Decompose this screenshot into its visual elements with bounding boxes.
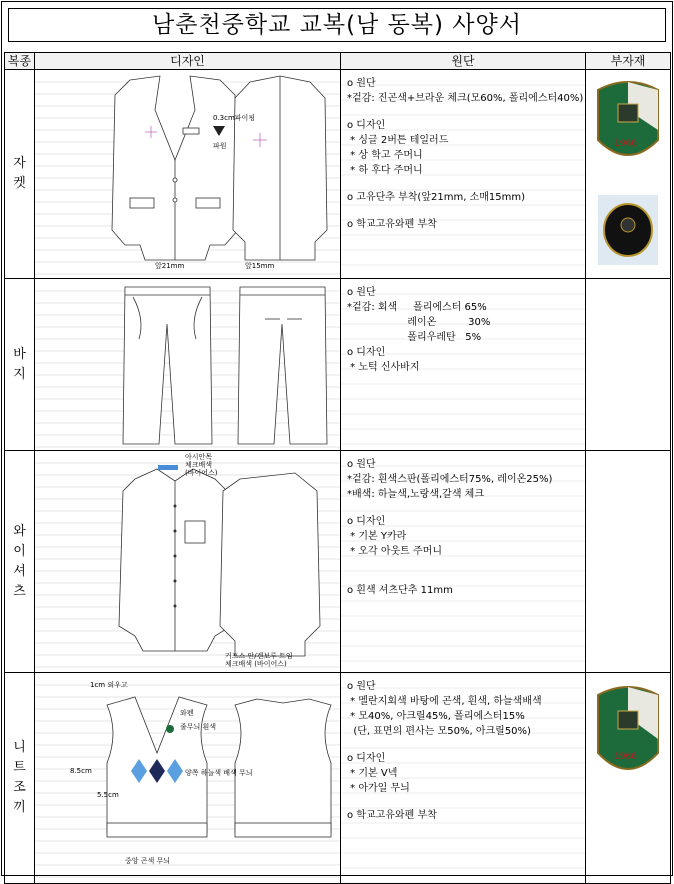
page-title: 남춘천중학교 교복(남 동복) 사양서 [8,8,666,42]
school-button-icon [598,195,658,265]
spec-sheet [1,1,673,876]
shirt-label-cuff: 커프스 안/겐보루 트임 [225,652,293,660]
fabric-line: * 기본 Y카라 [347,531,407,542]
row-vest [5,673,671,884]
fabric-line: * 싱글 2버튼 테일러드 [347,135,449,146]
fabric-line: *겉감: 진곤색+브라운 체크(모60%, 폴리에스터40%) [347,93,584,104]
fabric-line: o 흰색 셔츠단추 11mm [347,585,453,596]
fabric-line: *배색: 하늘색,노랑색,갈색 체크 [347,489,485,500]
shirt-label-cuff-check: 체크배색 (바이어스) [225,660,287,668]
fabric-line: * 오각 아웃트 주머니 [347,546,442,557]
header-design: 디자인 [35,53,341,70]
fabric-line: * 모40%, 아크릴45%, 폴리에스터15% [347,711,525,722]
fabric-line: o 학교고유와펜 부착 [347,219,437,230]
fabric-line: o 원단 [347,681,376,692]
vest-label-band: 1cm 외우고 [90,681,128,689]
category-label: 와 이 셔 츠 [13,523,26,599]
fabric-line: * 하 후다 주머니 [347,165,423,176]
spec-table [4,52,671,884]
vest-label-width: 5.5cm [97,791,119,799]
fabric-line: * 멜란지회색 바탕에 곤색, 흰색, 하늘색배색 [347,696,542,707]
accessory-shirt [586,451,671,673]
fabric-line: *겉감: 회색 폴리에스터 65% [347,302,487,313]
fabric-line: *겉감: 흰색스판(폴리에스터75%, 레이온25%) [347,474,553,485]
header-category: 복종 [5,53,35,70]
fabric-line: o 원단 [347,78,376,89]
shirt-label-collar: 아시안목 [185,453,213,461]
design-shirt [35,451,341,673]
fabric-line [347,571,581,583]
fabric-shirt [341,451,586,673]
jacket-label-piping: 0.3cm파이핑 [213,114,256,122]
fabric-line: o 디자인 [347,516,386,527]
category-shirt [5,451,35,673]
accessory-pants [586,279,671,451]
accessory-images-jacket [586,70,671,274]
school-patch-icon [598,82,658,155]
fabric-line: (단, 표면의 편사는 모50%, 아크릴50%) [347,726,531,737]
accessory-vest [586,673,671,884]
fabric-line: * 아가일 무늬 [347,783,410,794]
vest-label-center: 중앙 곤색 무늬 [125,857,171,865]
fabric-line: 폴리우레탄 5% [347,332,482,343]
fabric-line: * 기본 V넥 [347,768,398,779]
pants-illustration [35,279,341,451]
design-vest [35,673,341,884]
header-accessory: 부자재 [586,53,671,70]
fabric-line: o 디자인 [347,753,386,764]
vest-label-stripe: 줄무늬 흰색 [180,723,217,731]
jacket-label-emblem: 파원 [213,142,227,150]
accessory-images-vest [586,673,671,879]
school-patch-icon [598,687,658,769]
design-pants [35,279,341,451]
fabric-line [347,796,581,808]
fabric-line: * 상 학고 주머니 [347,150,423,161]
header-fabric: 원단 [341,53,586,70]
fabric-line [347,178,581,190]
fabric-line [347,205,581,217]
shirt-label-bias: (바이어스) [185,469,218,477]
fabric-line [347,502,581,514]
row-shirt [5,451,671,673]
fabric-line: o 학교고유와펜 부착 [347,810,437,821]
fabric-pants [341,279,586,451]
fabric-line: o 원단 [347,459,376,470]
patch-year: 1966 [614,752,637,762]
jacket-illustration [35,70,341,274]
jacket-label-front-button: 앞21mm [155,262,185,270]
design-jacket [35,70,341,279]
category-vest [5,673,35,884]
vest-illustration [35,673,341,879]
fabric-line [347,106,581,118]
fabric-line: * 노턱 신사바지 [347,362,420,373]
vest-label-height: 8.5cm [70,767,92,775]
category-label: 자 켓 [13,156,26,191]
header-row [5,53,671,70]
vest-label-side: 양쪽 하늘색 배색 무늬 [185,769,253,777]
fabric-line: 레이온 30% [347,317,491,328]
fabric-line [347,739,581,751]
shirt-label-check: 체크배색 [185,461,213,469]
category-label: 바 지 [13,346,26,382]
fabric-line: o 고유단추 부착(앞21mm, 소매15mm) [347,192,525,203]
fabric-jacket [341,70,586,279]
fabric-line: o 원단 [347,287,376,298]
category-pants [5,279,35,451]
jacket-label-sleeve-button: 앞15mm [245,262,275,270]
row-pants [5,279,671,451]
category-label: 니 트 조 끼 [13,740,26,815]
shirt-illustration [35,451,341,673]
row-jacket [5,70,671,279]
fabric-line [347,559,581,571]
fabric-line: o 디자인 [347,347,386,358]
fabric-line: o 디자인 [347,120,386,131]
accessory-jacket [586,70,671,279]
fabric-vest [341,673,586,884]
vest-label-patch: 와펜 [180,709,194,717]
category-jacket [5,70,35,279]
patch-year: 1966 [614,139,637,149]
